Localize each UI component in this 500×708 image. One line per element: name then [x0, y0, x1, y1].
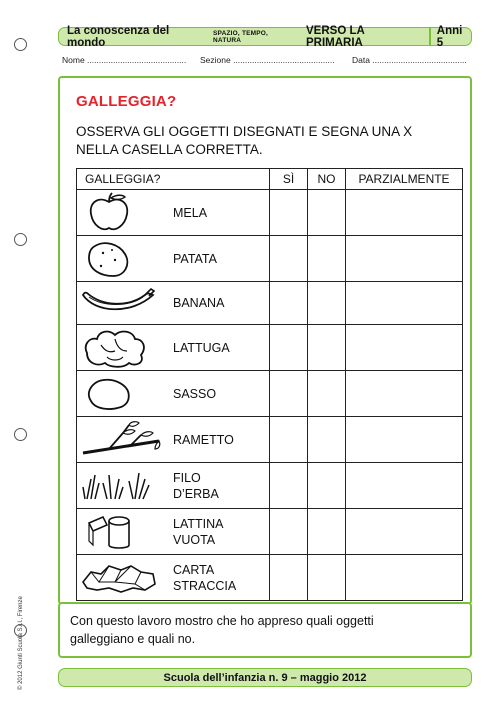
self-assessment-text [70, 612, 374, 648]
answer-cell-yes[interactable] [270, 509, 308, 555]
item-cell [77, 463, 270, 509]
header-cell-item: GALLEGGIA? [77, 169, 270, 190]
twig-icon [79, 419, 165, 461]
answer-cell-no[interactable] [308, 417, 346, 463]
answer-cell-partially[interactable] [346, 371, 463, 417]
crumpled-paper-icon [79, 558, 159, 598]
grass-icon [79, 465, 159, 507]
potato-icon [79, 238, 139, 280]
subject-title: La conoscenza del mondo [67, 24, 170, 49]
answer-cell-partially[interactable] [346, 463, 463, 509]
answer-cell-partially[interactable] [346, 282, 463, 325]
self-assessment-line: Con questo lavoro mostro che ho appreso quali oggetti [70, 614, 374, 628]
punch-hole [14, 38, 27, 51]
lettuce-icon [79, 327, 149, 369]
header-bar [58, 24, 472, 49]
answer-cell-yes[interactable] [270, 463, 308, 509]
table-row [77, 190, 463, 236]
answer-cell-no[interactable] [308, 509, 346, 555]
item-cell [77, 325, 270, 371]
answer-cell-partially[interactable] [346, 236, 463, 282]
punch-hole [14, 233, 27, 246]
banana-icon [79, 285, 159, 321]
item-cell [77, 555, 270, 601]
instruction-line: OSSERVA GLI OGGETTI DISEGNATI E SEGNA UNA X [76, 124, 413, 139]
punch-hole [14, 428, 27, 441]
item-cell [77, 371, 270, 417]
issue-footer-bar [58, 668, 472, 687]
answer-cell-yes[interactable] [270, 555, 308, 601]
item-label: RAMETTO [173, 432, 234, 447]
stone-icon [79, 373, 139, 415]
answer-cell-partially[interactable] [346, 555, 463, 601]
answer-cell-no[interactable] [308, 236, 346, 282]
answer-cell-yes[interactable] [270, 417, 308, 463]
table-row [77, 463, 463, 509]
self-assessment-line: galleggiano e quali no. [70, 632, 196, 646]
answer-cell-partially[interactable] [346, 190, 463, 236]
table-row [77, 236, 463, 282]
item-cell [77, 190, 270, 236]
apple-icon [79, 192, 139, 234]
item-label: CARTA STRACCIA [173, 562, 237, 593]
answer-cell-yes[interactable] [270, 190, 308, 236]
answer-cell-no[interactable] [308, 190, 346, 236]
item-label: FILO D’ERBA [173, 470, 219, 501]
table-header-row [77, 169, 463, 190]
table-row [77, 509, 463, 555]
float-table [76, 168, 463, 601]
name-field[interactable]: Nome .......................................... [62, 55, 187, 65]
table-row [77, 282, 463, 325]
table-row [77, 417, 463, 463]
section-field[interactable]: Sezione ........................................... [200, 55, 335, 65]
table-row [77, 325, 463, 371]
answer-cell-no[interactable] [308, 371, 346, 417]
answer-cell-no[interactable] [308, 282, 346, 325]
instruction-line: NELLA CASELLA CORRETTA. [76, 142, 263, 157]
item-label: MELA [173, 205, 208, 220]
answer-cell-partially[interactable] [346, 325, 463, 371]
item-cell [77, 509, 270, 555]
level-label: VERSO LA PRIMARIA [306, 24, 365, 49]
item-label: BANANA [173, 296, 225, 310]
header-divider [429, 28, 430, 45]
item-label: PATATA [173, 251, 217, 266]
header-cell-yes: SÌ [270, 169, 308, 190]
header-cell-partially: PARZIALMENTE [346, 169, 463, 190]
answer-cell-partially[interactable] [346, 417, 463, 463]
item-cell [77, 282, 270, 325]
answer-cell-yes[interactable] [270, 371, 308, 417]
age-label: Anni 5 [436, 24, 463, 49]
answer-cell-no[interactable] [308, 555, 346, 601]
item-label: LATTUGA [173, 340, 230, 355]
instructions [76, 123, 412, 159]
answer-cell-no[interactable] [308, 325, 346, 371]
answer-cell-partially[interactable] [346, 509, 463, 555]
table-row [77, 371, 463, 417]
item-cell [77, 236, 270, 282]
item-label: LATTINA VUOTA [173, 516, 224, 547]
item-cell [77, 417, 270, 463]
issue-label: Scuola dell’infanzia n. 9 – maggio 2012 [163, 671, 367, 684]
header-cell-no: NO [308, 169, 346, 190]
answer-cell-yes[interactable] [270, 282, 308, 325]
table-row [77, 555, 463, 601]
worksheet-title: GALLEGGIA? [76, 93, 177, 110]
answer-cell-yes[interactable] [270, 236, 308, 282]
subject-tags: SPAZIO, TEMPO, NATURA [213, 29, 269, 44]
item-label: SASSO [173, 386, 217, 401]
answer-cell-yes[interactable] [270, 325, 308, 371]
answer-cell-no[interactable] [308, 463, 346, 509]
can-icon [79, 511, 139, 553]
date-field[interactable]: Data ........................................ [352, 55, 467, 65]
copyright-credit: © 2012 Giunti Scuola S.r.l., Firenze [18, 596, 24, 690]
